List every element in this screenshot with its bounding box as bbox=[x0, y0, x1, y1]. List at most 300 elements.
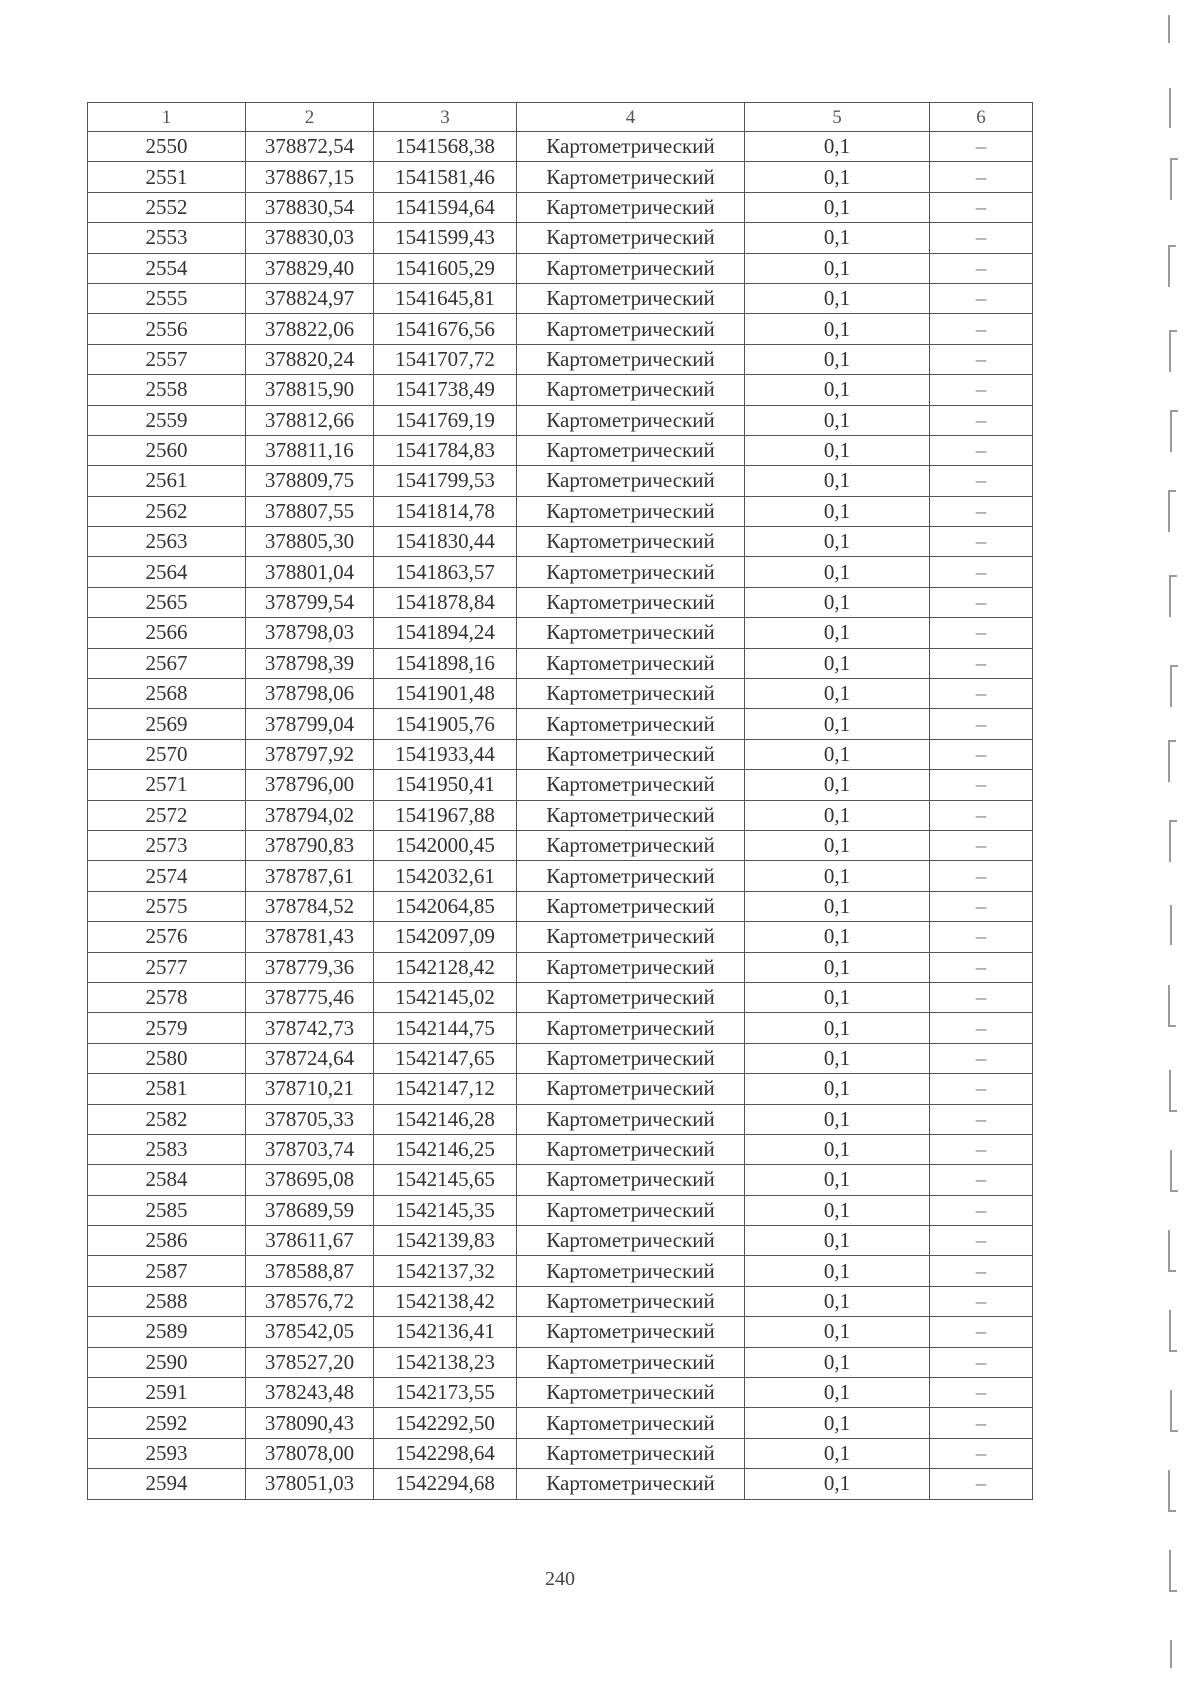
y-coordinate-cell: 1541594,64 bbox=[374, 192, 517, 222]
note-cell: – bbox=[930, 648, 1033, 678]
method-cell: Картометрический bbox=[517, 891, 745, 921]
accuracy-cell: 0,1 bbox=[745, 1043, 930, 1073]
y-coordinate-cell: 1542294,68 bbox=[374, 1469, 517, 1499]
note-cell: – bbox=[930, 344, 1033, 374]
method-cell: Картометрический bbox=[517, 587, 745, 617]
table-row bbox=[88, 922, 1033, 952]
note-cell: – bbox=[930, 861, 1033, 891]
method-cell: Картометрический bbox=[517, 861, 745, 891]
y-coordinate-cell: 1541581,46 bbox=[374, 162, 517, 192]
table-row bbox=[88, 1134, 1033, 1164]
y-coordinate-cell: 1541707,72 bbox=[374, 344, 517, 374]
method-cell: Картометрический bbox=[517, 739, 745, 769]
binding-mark bbox=[1168, 985, 1176, 1027]
accuracy-cell: 0,1 bbox=[745, 557, 930, 587]
binding-mark bbox=[1170, 1150, 1178, 1192]
y-coordinate-cell: 1541905,76 bbox=[374, 709, 517, 739]
accuracy-cell: 0,1 bbox=[745, 283, 930, 313]
point-number-cell: 2568 bbox=[88, 679, 246, 709]
binding-mark bbox=[1168, 740, 1176, 782]
table-body bbox=[88, 132, 1033, 1500]
point-number-cell: 2587 bbox=[88, 1256, 246, 1286]
x-coordinate-cell: 378830,54 bbox=[246, 192, 374, 222]
note-cell: – bbox=[930, 770, 1033, 800]
note-cell: – bbox=[930, 1408, 1033, 1438]
table-row bbox=[88, 192, 1033, 222]
accuracy-cell: 0,1 bbox=[745, 739, 930, 769]
table-row bbox=[88, 527, 1033, 557]
accuracy-cell: 0,1 bbox=[745, 435, 930, 465]
table-row bbox=[88, 557, 1033, 587]
binding-mark bbox=[1170, 158, 1178, 200]
note-cell: – bbox=[930, 679, 1033, 709]
note-cell: – bbox=[930, 132, 1033, 162]
x-coordinate-cell: 378805,30 bbox=[246, 527, 374, 557]
point-number-cell: 2554 bbox=[88, 253, 246, 283]
method-cell: Картометрический bbox=[517, 527, 745, 557]
x-coordinate-cell: 378807,55 bbox=[246, 496, 374, 526]
accuracy-cell: 0,1 bbox=[745, 679, 930, 709]
y-coordinate-cell: 1542145,35 bbox=[374, 1195, 517, 1225]
point-number-cell: 2565 bbox=[88, 587, 246, 617]
method-cell: Картометрический bbox=[517, 344, 745, 374]
method-cell: Картометрический bbox=[517, 223, 745, 253]
table-row bbox=[88, 770, 1033, 800]
note-cell: – bbox=[930, 1165, 1033, 1195]
note-cell: – bbox=[930, 435, 1033, 465]
binding-mark bbox=[1168, 1230, 1176, 1272]
coordinates-table bbox=[87, 102, 1033, 1500]
binding-mark bbox=[1170, 410, 1178, 452]
method-cell: Картометрический bbox=[517, 1195, 745, 1225]
point-number-cell: 2563 bbox=[88, 527, 246, 557]
method-cell: Картометрический bbox=[517, 1165, 745, 1195]
y-coordinate-cell: 1542292,50 bbox=[374, 1408, 517, 1438]
x-coordinate-cell: 378724,64 bbox=[246, 1043, 374, 1073]
table-row bbox=[88, 648, 1033, 678]
y-coordinate-cell: 1541830,44 bbox=[374, 527, 517, 557]
x-coordinate-cell: 378796,00 bbox=[246, 770, 374, 800]
note-cell: – bbox=[930, 375, 1033, 405]
note-cell: – bbox=[930, 618, 1033, 648]
table-row bbox=[88, 405, 1033, 435]
y-coordinate-cell: 1542146,25 bbox=[374, 1134, 517, 1164]
binding-mark bbox=[1169, 1070, 1177, 1112]
accuracy-cell: 0,1 bbox=[745, 1195, 930, 1225]
table-row bbox=[88, 1317, 1033, 1347]
note-cell: – bbox=[930, 1438, 1033, 1468]
accuracy-cell: 0,1 bbox=[745, 162, 930, 192]
accuracy-cell: 0,1 bbox=[745, 800, 930, 830]
note-cell: – bbox=[930, 952, 1033, 982]
accuracy-cell: 0,1 bbox=[745, 466, 930, 496]
point-number-cell: 2551 bbox=[88, 162, 246, 192]
header-row bbox=[88, 103, 1033, 132]
point-number-cell: 2576 bbox=[88, 922, 246, 952]
column-header-2: 2 bbox=[246, 103, 374, 132]
y-coordinate-cell: 1541605,29 bbox=[374, 253, 517, 283]
accuracy-cell: 0,1 bbox=[745, 132, 930, 162]
x-coordinate-cell: 378542,05 bbox=[246, 1317, 374, 1347]
accuracy-cell: 0,1 bbox=[745, 1256, 930, 1286]
method-cell: Картометрический bbox=[517, 1104, 745, 1134]
y-coordinate-cell: 1542145,65 bbox=[374, 1165, 517, 1195]
table-row bbox=[88, 830, 1033, 860]
x-coordinate-cell: 378779,36 bbox=[246, 952, 374, 982]
binding-mark bbox=[1169, 1550, 1177, 1592]
y-coordinate-cell: 1542145,02 bbox=[374, 982, 517, 1012]
x-coordinate-cell: 378710,21 bbox=[246, 1074, 374, 1104]
method-cell: Картометрический bbox=[517, 800, 745, 830]
note-cell: – bbox=[930, 1104, 1033, 1134]
y-coordinate-cell: 1541676,56 bbox=[374, 314, 517, 344]
table-row bbox=[88, 679, 1033, 709]
x-coordinate-cell: 378705,33 bbox=[246, 1104, 374, 1134]
note-cell: – bbox=[930, 253, 1033, 283]
y-coordinate-cell: 1541784,83 bbox=[374, 435, 517, 465]
accuracy-cell: 0,1 bbox=[745, 1408, 930, 1438]
method-cell: Картометрический bbox=[517, 192, 745, 222]
x-coordinate-cell: 378815,90 bbox=[246, 375, 374, 405]
y-coordinate-cell: 1542138,23 bbox=[374, 1347, 517, 1377]
point-number-cell: 2561 bbox=[88, 466, 246, 496]
y-coordinate-cell: 1542146,28 bbox=[374, 1104, 517, 1134]
y-coordinate-cell: 1541568,38 bbox=[374, 132, 517, 162]
note-cell: – bbox=[930, 830, 1033, 860]
point-number-cell: 2559 bbox=[88, 405, 246, 435]
method-cell: Картометрический bbox=[517, 283, 745, 313]
x-coordinate-cell: 378790,83 bbox=[246, 830, 374, 860]
point-number-cell: 2585 bbox=[88, 1195, 246, 1225]
x-coordinate-cell: 378787,61 bbox=[246, 861, 374, 891]
note-cell: – bbox=[930, 1469, 1033, 1499]
method-cell: Картометрический bbox=[517, 1043, 745, 1073]
y-coordinate-cell: 1541901,48 bbox=[374, 679, 517, 709]
method-cell: Картометрический bbox=[517, 830, 745, 860]
binding-mark bbox=[1169, 88, 1177, 128]
note-cell: – bbox=[930, 709, 1033, 739]
table-row bbox=[88, 1104, 1033, 1134]
table-header bbox=[88, 103, 1033, 132]
note-cell: – bbox=[930, 739, 1033, 769]
note-cell: – bbox=[930, 527, 1033, 557]
method-cell: Картометрический bbox=[517, 952, 745, 982]
y-coordinate-cell: 1541645,81 bbox=[374, 283, 517, 313]
x-coordinate-cell: 378703,74 bbox=[246, 1134, 374, 1164]
method-cell: Картометрический bbox=[517, 982, 745, 1012]
accuracy-cell: 0,1 bbox=[745, 587, 930, 617]
accuracy-cell: 0,1 bbox=[745, 891, 930, 921]
y-coordinate-cell: 1541950,41 bbox=[374, 770, 517, 800]
x-coordinate-cell: 378775,46 bbox=[246, 982, 374, 1012]
x-coordinate-cell: 378830,03 bbox=[246, 223, 374, 253]
point-number-cell: 2558 bbox=[88, 375, 246, 405]
y-coordinate-cell: 1542097,09 bbox=[374, 922, 517, 952]
point-number-cell: 2552 bbox=[88, 192, 246, 222]
method-cell: Картометрический bbox=[517, 1226, 745, 1256]
accuracy-cell: 0,1 bbox=[745, 405, 930, 435]
x-coordinate-cell: 378798,39 bbox=[246, 648, 374, 678]
y-coordinate-cell: 1541599,43 bbox=[374, 223, 517, 253]
accuracy-cell: 0,1 bbox=[745, 253, 930, 283]
binding-mark bbox=[1169, 330, 1177, 372]
point-number-cell: 2566 bbox=[88, 618, 246, 648]
point-number-cell: 2589 bbox=[88, 1317, 246, 1347]
point-number-cell: 2594 bbox=[88, 1469, 246, 1499]
method-cell: Картометрический bbox=[517, 922, 745, 952]
method-cell: Картометрический bbox=[517, 1134, 745, 1164]
point-number-cell: 2557 bbox=[88, 344, 246, 374]
point-number-cell: 2590 bbox=[88, 1347, 246, 1377]
column-header-6: 6 bbox=[930, 103, 1033, 132]
accuracy-cell: 0,1 bbox=[745, 1104, 930, 1134]
table-row bbox=[88, 1469, 1033, 1499]
x-coordinate-cell: 378781,43 bbox=[246, 922, 374, 952]
column-header-1: 1 bbox=[88, 103, 246, 132]
method-cell: Картометрический bbox=[517, 466, 745, 496]
accuracy-cell: 0,1 bbox=[745, 496, 930, 526]
method-cell: Картометрический bbox=[517, 1286, 745, 1316]
accuracy-cell: 0,1 bbox=[745, 1438, 930, 1468]
binding-mark bbox=[1169, 575, 1177, 617]
x-coordinate-cell: 378588,87 bbox=[246, 1256, 374, 1286]
table-row bbox=[88, 1074, 1033, 1104]
note-cell: – bbox=[930, 1195, 1033, 1225]
table-row bbox=[88, 709, 1033, 739]
table-row bbox=[88, 1013, 1033, 1043]
method-cell: Картометрический bbox=[517, 1256, 745, 1286]
x-coordinate-cell: 378078,00 bbox=[246, 1438, 374, 1468]
y-coordinate-cell: 1542136,41 bbox=[374, 1317, 517, 1347]
y-coordinate-cell: 1542139,83 bbox=[374, 1226, 517, 1256]
table-row bbox=[88, 739, 1033, 769]
accuracy-cell: 0,1 bbox=[745, 527, 930, 557]
point-number-cell: 2555 bbox=[88, 283, 246, 313]
note-cell: – bbox=[930, 1013, 1033, 1043]
table-row bbox=[88, 1286, 1033, 1316]
accuracy-cell: 0,1 bbox=[745, 314, 930, 344]
y-coordinate-cell: 1541814,78 bbox=[374, 496, 517, 526]
method-cell: Картометрический bbox=[517, 314, 745, 344]
method-cell: Картометрический bbox=[517, 648, 745, 678]
accuracy-cell: 0,1 bbox=[745, 709, 930, 739]
note-cell: – bbox=[930, 466, 1033, 496]
x-coordinate-cell: 378829,40 bbox=[246, 253, 374, 283]
point-number-cell: 2593 bbox=[88, 1438, 246, 1468]
method-cell: Картометрический bbox=[517, 1408, 745, 1438]
binding-mark bbox=[1168, 1470, 1176, 1512]
method-cell: Картометрический bbox=[517, 1378, 745, 1408]
note-cell: – bbox=[930, 1286, 1033, 1316]
table-row bbox=[88, 162, 1033, 192]
accuracy-cell: 0,1 bbox=[745, 1134, 930, 1164]
table-row bbox=[88, 587, 1033, 617]
point-number-cell: 2560 bbox=[88, 435, 246, 465]
point-number-cell: 2569 bbox=[88, 709, 246, 739]
table-row bbox=[88, 891, 1033, 921]
binding-mark bbox=[1168, 15, 1176, 43]
x-coordinate-cell: 378742,73 bbox=[246, 1013, 374, 1043]
x-coordinate-cell: 378801,04 bbox=[246, 557, 374, 587]
y-coordinate-cell: 1541738,49 bbox=[374, 375, 517, 405]
table-row bbox=[88, 1256, 1033, 1286]
table-row bbox=[88, 1438, 1033, 1468]
note-cell: – bbox=[930, 1347, 1033, 1377]
accuracy-cell: 0,1 bbox=[745, 344, 930, 374]
point-number-cell: 2592 bbox=[88, 1408, 246, 1438]
x-coordinate-cell: 378527,20 bbox=[246, 1347, 374, 1377]
x-coordinate-cell: 378051,03 bbox=[246, 1469, 374, 1499]
accuracy-cell: 0,1 bbox=[745, 1013, 930, 1043]
y-coordinate-cell: 1542147,65 bbox=[374, 1043, 517, 1073]
point-number-cell: 2556 bbox=[88, 314, 246, 344]
x-coordinate-cell: 378799,04 bbox=[246, 709, 374, 739]
accuracy-cell: 0,1 bbox=[745, 375, 930, 405]
x-coordinate-cell: 378611,67 bbox=[246, 1226, 374, 1256]
note-cell: – bbox=[930, 1074, 1033, 1104]
x-coordinate-cell: 378090,43 bbox=[246, 1408, 374, 1438]
point-number-cell: 2572 bbox=[88, 800, 246, 830]
table-row bbox=[88, 861, 1033, 891]
binding-mark bbox=[1168, 245, 1176, 287]
point-number-cell: 2573 bbox=[88, 830, 246, 860]
method-cell: Картометрический bbox=[517, 375, 745, 405]
note-cell: – bbox=[930, 1256, 1033, 1286]
page-number: 240 bbox=[545, 1568, 575, 1590]
table-row bbox=[88, 283, 1033, 313]
note-cell: – bbox=[930, 1317, 1033, 1347]
x-coordinate-cell: 378798,03 bbox=[246, 618, 374, 648]
point-number-cell: 2550 bbox=[88, 132, 246, 162]
y-coordinate-cell: 1542298,64 bbox=[374, 1438, 517, 1468]
method-cell: Картометрический bbox=[517, 770, 745, 800]
accuracy-cell: 0,1 bbox=[745, 830, 930, 860]
y-coordinate-cell: 1542128,42 bbox=[374, 952, 517, 982]
accuracy-cell: 0,1 bbox=[745, 1286, 930, 1316]
note-cell: – bbox=[930, 496, 1033, 526]
accuracy-cell: 0,1 bbox=[745, 1347, 930, 1377]
point-number-cell: 2574 bbox=[88, 861, 246, 891]
table-row bbox=[88, 1195, 1033, 1225]
method-cell: Картометрический bbox=[517, 405, 745, 435]
point-number-cell: 2578 bbox=[88, 982, 246, 1012]
point-number-cell: 2583 bbox=[88, 1134, 246, 1164]
y-coordinate-cell: 1541863,57 bbox=[374, 557, 517, 587]
method-cell: Картометрический bbox=[517, 132, 745, 162]
accuracy-cell: 0,1 bbox=[745, 1074, 930, 1104]
method-cell: Картометрический bbox=[517, 1469, 745, 1499]
accuracy-cell: 0,1 bbox=[745, 192, 930, 222]
y-coordinate-cell: 1542032,61 bbox=[374, 861, 517, 891]
x-coordinate-cell: 378809,75 bbox=[246, 466, 374, 496]
x-coordinate-cell: 378820,24 bbox=[246, 344, 374, 374]
y-coordinate-cell: 1542138,42 bbox=[374, 1286, 517, 1316]
point-number-cell: 2584 bbox=[88, 1165, 246, 1195]
y-coordinate-cell: 1542147,12 bbox=[374, 1074, 517, 1104]
note-cell: – bbox=[930, 283, 1033, 313]
note-cell: – bbox=[930, 891, 1033, 921]
method-cell: Картометрический bbox=[517, 1347, 745, 1377]
y-coordinate-cell: 1541769,19 bbox=[374, 405, 517, 435]
method-cell: Картометрический bbox=[517, 1317, 745, 1347]
note-cell: – bbox=[930, 587, 1033, 617]
point-number-cell: 2577 bbox=[88, 952, 246, 982]
note-cell: – bbox=[930, 1226, 1033, 1256]
y-coordinate-cell: 1541898,16 bbox=[374, 648, 517, 678]
y-coordinate-cell: 1541967,88 bbox=[374, 800, 517, 830]
binding-mark bbox=[1170, 905, 1178, 945]
accuracy-cell: 0,1 bbox=[745, 223, 930, 253]
note-cell: – bbox=[930, 982, 1033, 1012]
table-row bbox=[88, 800, 1033, 830]
binding-mark bbox=[1170, 1390, 1178, 1432]
method-cell: Картометрический bbox=[517, 618, 745, 648]
y-coordinate-cell: 1542000,45 bbox=[374, 830, 517, 860]
y-coordinate-cell: 1542173,55 bbox=[374, 1378, 517, 1408]
note-cell: – bbox=[930, 800, 1033, 830]
method-cell: Картометрический bbox=[517, 253, 745, 283]
binding-mark bbox=[1168, 490, 1176, 532]
point-number-cell: 2588 bbox=[88, 1286, 246, 1316]
y-coordinate-cell: 1541878,84 bbox=[374, 587, 517, 617]
table-row bbox=[88, 375, 1033, 405]
method-cell: Картометрический bbox=[517, 709, 745, 739]
column-header-5: 5 bbox=[745, 103, 930, 132]
point-number-cell: 2570 bbox=[88, 739, 246, 769]
note-cell: – bbox=[930, 1043, 1033, 1073]
x-coordinate-cell: 378799,54 bbox=[246, 587, 374, 617]
x-coordinate-cell: 378811,16 bbox=[246, 435, 374, 465]
table-row bbox=[88, 1226, 1033, 1256]
note-cell: – bbox=[930, 223, 1033, 253]
binding-mark bbox=[1169, 820, 1177, 862]
x-coordinate-cell: 378824,97 bbox=[246, 283, 374, 313]
method-cell: Картометрический bbox=[517, 1438, 745, 1468]
x-coordinate-cell: 378794,02 bbox=[246, 800, 374, 830]
note-cell: – bbox=[930, 314, 1033, 344]
accuracy-cell: 0,1 bbox=[745, 1469, 930, 1499]
note-cell: – bbox=[930, 162, 1033, 192]
x-coordinate-cell: 378797,92 bbox=[246, 739, 374, 769]
x-coordinate-cell: 378812,66 bbox=[246, 405, 374, 435]
y-coordinate-cell: 1541894,24 bbox=[374, 618, 517, 648]
table-row bbox=[88, 1408, 1033, 1438]
binding-mark bbox=[1170, 665, 1178, 707]
table-row bbox=[88, 132, 1033, 162]
point-number-cell: 2586 bbox=[88, 1226, 246, 1256]
binding-mark bbox=[1169, 1310, 1177, 1352]
table-row bbox=[88, 466, 1033, 496]
x-coordinate-cell: 378695,08 bbox=[246, 1165, 374, 1195]
table-row bbox=[88, 223, 1033, 253]
table-row bbox=[88, 1043, 1033, 1073]
table-row bbox=[88, 435, 1033, 465]
point-number-cell: 2562 bbox=[88, 496, 246, 526]
method-cell: Картометрический bbox=[517, 679, 745, 709]
accuracy-cell: 0,1 bbox=[745, 770, 930, 800]
note-cell: – bbox=[930, 557, 1033, 587]
accuracy-cell: 0,1 bbox=[745, 952, 930, 982]
table-row bbox=[88, 496, 1033, 526]
note-cell: – bbox=[930, 922, 1033, 952]
column-header-3: 3 bbox=[374, 103, 517, 132]
table-row bbox=[88, 952, 1033, 982]
x-coordinate-cell: 378689,59 bbox=[246, 1195, 374, 1225]
accuracy-cell: 0,1 bbox=[745, 982, 930, 1012]
method-cell: Картометрический bbox=[517, 1013, 745, 1043]
table-row bbox=[88, 982, 1033, 1012]
y-coordinate-cell: 1542144,75 bbox=[374, 1013, 517, 1043]
